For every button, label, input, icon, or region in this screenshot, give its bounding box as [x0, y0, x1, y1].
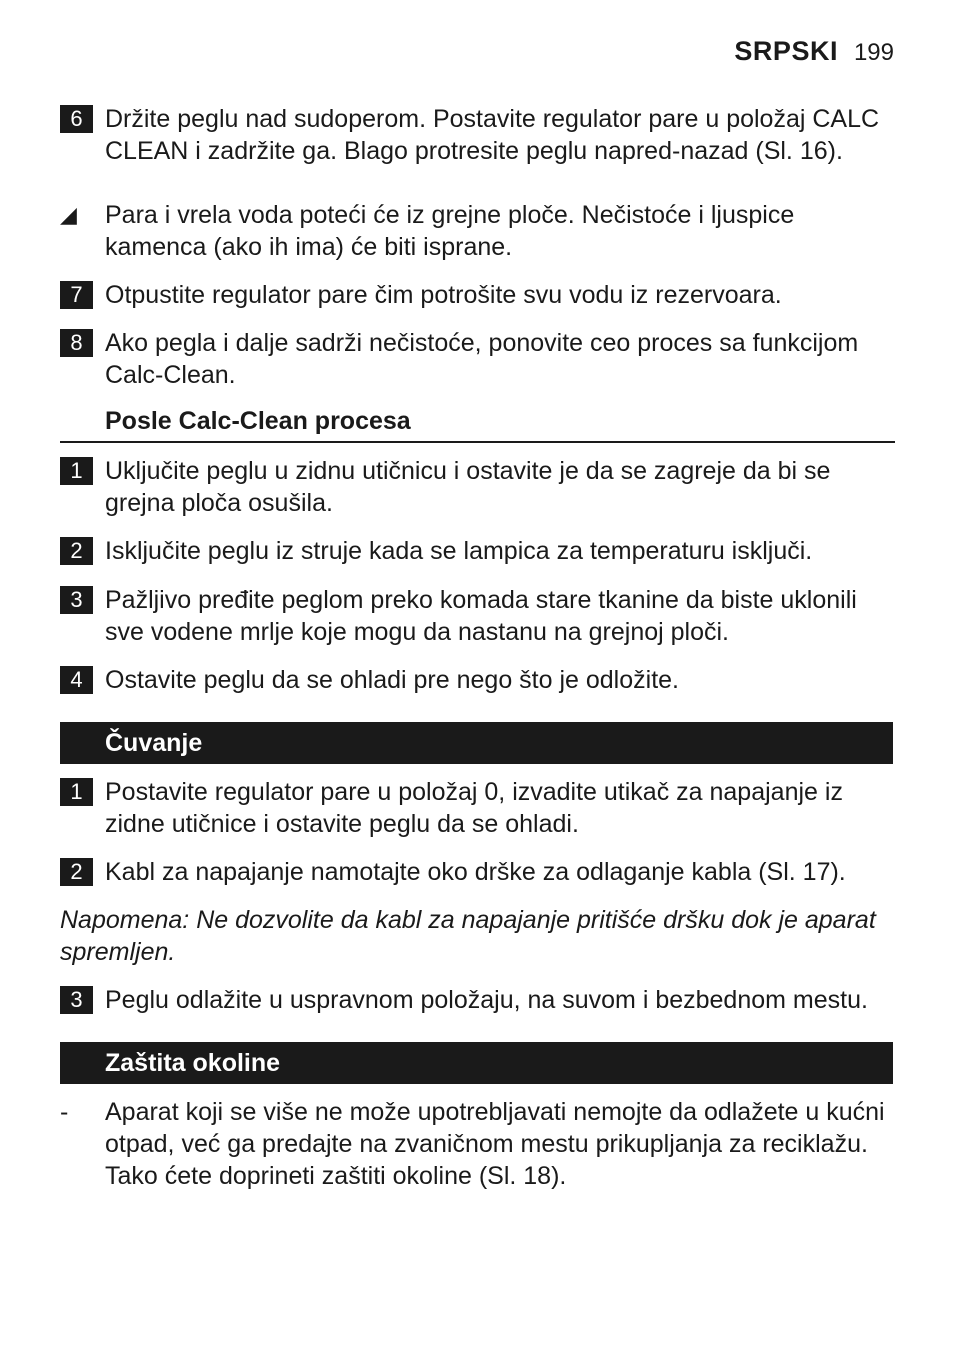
step-number-badge: 2	[60, 537, 93, 565]
step-text: Ostavite peglu da se ohladi pre nego što je odložite.	[105, 666, 679, 694]
step-text: Ako pegla i dalje sadrži nečistoće, ponovite ceo proces sa funkcijom Calc-Clean.	[105, 329, 859, 389]
step-6	[60, 103, 896, 167]
storage-step-3	[60, 984, 896, 1016]
step-number-badge: 7	[60, 281, 93, 309]
step-7	[60, 279, 896, 311]
section-heading: Zaštita okoline	[105, 1049, 281, 1077]
step-text: Peglu odlažite u uspravnom položaju, na suvom i bezbednom mestu.	[105, 986, 868, 1014]
step-text: Pažljivo pređite peglom preko komada stare tkanine da biste uklonili sve vodene mrlje koje mogu da nastanu na grejnoj ploči.	[105, 586, 857, 646]
storage-note: Napomena: Ne dozvolite da kabl za napajanje pritišće dršku dok je aparat spremljen.	[60, 906, 876, 966]
step-text: Isključite peglu iz struje kada se lampica za temperaturu isključi.	[105, 537, 813, 565]
step-number-badge: 6	[60, 105, 93, 133]
step-text: Kabl za napajanje namotajte oko drške za odlaganje kabla (Sl. 17).	[105, 858, 846, 886]
step-8	[60, 327, 896, 391]
result-text: Para i vrela voda poteći će iz grejne ploče. Nečistoće i ljuspice kamenca (ako ih ima) će biti isprane.	[105, 201, 795, 261]
step-number-badge: 1	[60, 457, 93, 485]
page-number: 199	[853, 39, 894, 66]
step-number-badge: 3	[60, 586, 93, 614]
after-step-2	[60, 535, 896, 567]
step-text: Držite peglu nad sudoperom. Postavite regulator pare u položaj CALC CLEAN i zadržite ga. Blago protresite peglu napred-nazad (Sl. 16).	[105, 105, 880, 165]
step-number-badge: 1	[60, 778, 93, 806]
after-step-4	[60, 664, 896, 696]
storage-step-1	[60, 776, 896, 840]
triangle-bullet-icon: ◢	[60, 202, 77, 227]
storage-heading-bar	[60, 722, 893, 764]
step-result	[60, 199, 896, 263]
dash-bullet: -	[60, 1098, 69, 1126]
subheading-text: Posle Calc-Clean procesa	[105, 407, 411, 435]
step-number-badge: 2	[60, 858, 93, 886]
after-step-1	[60, 455, 896, 519]
step-number-badge: 8	[60, 329, 93, 357]
after-calc-clean-heading	[60, 405, 895, 443]
language-label: SRPSKI	[734, 36, 838, 66]
step-text: Postavite regulator pare u položaj 0, izvadite utikač za napajanje iz zidne utičnice i ostavite peglu da se ohladi.	[105, 778, 843, 838]
step-text: Uključite peglu u zidnu utičnicu i ostavite je da se zagreje da bi se grejna ploča osušila.	[105, 457, 831, 517]
environment-heading-bar	[60, 1042, 893, 1084]
after-step-3	[60, 584, 896, 648]
page-header	[734, 36, 894, 67]
step-number-badge: 4	[60, 666, 93, 694]
step-number-badge: 3	[60, 986, 93, 1014]
environment-item	[60, 1096, 896, 1192]
environment-text: Aparat koji se više ne može upotrebljavati nemojte da odlažete u kućni otpad, već ga predajte na zvaničnom mestu prikupljanja za reciklažu. Tako ćete doprineti zaštiti okoline (Sl. 18).	[105, 1098, 885, 1190]
storage-step-2	[60, 856, 896, 888]
section-heading: Čuvanje	[105, 729, 203, 757]
step-text: Otpustite regulator pare čim potrošite svu vodu iz rezervoara.	[105, 281, 782, 309]
